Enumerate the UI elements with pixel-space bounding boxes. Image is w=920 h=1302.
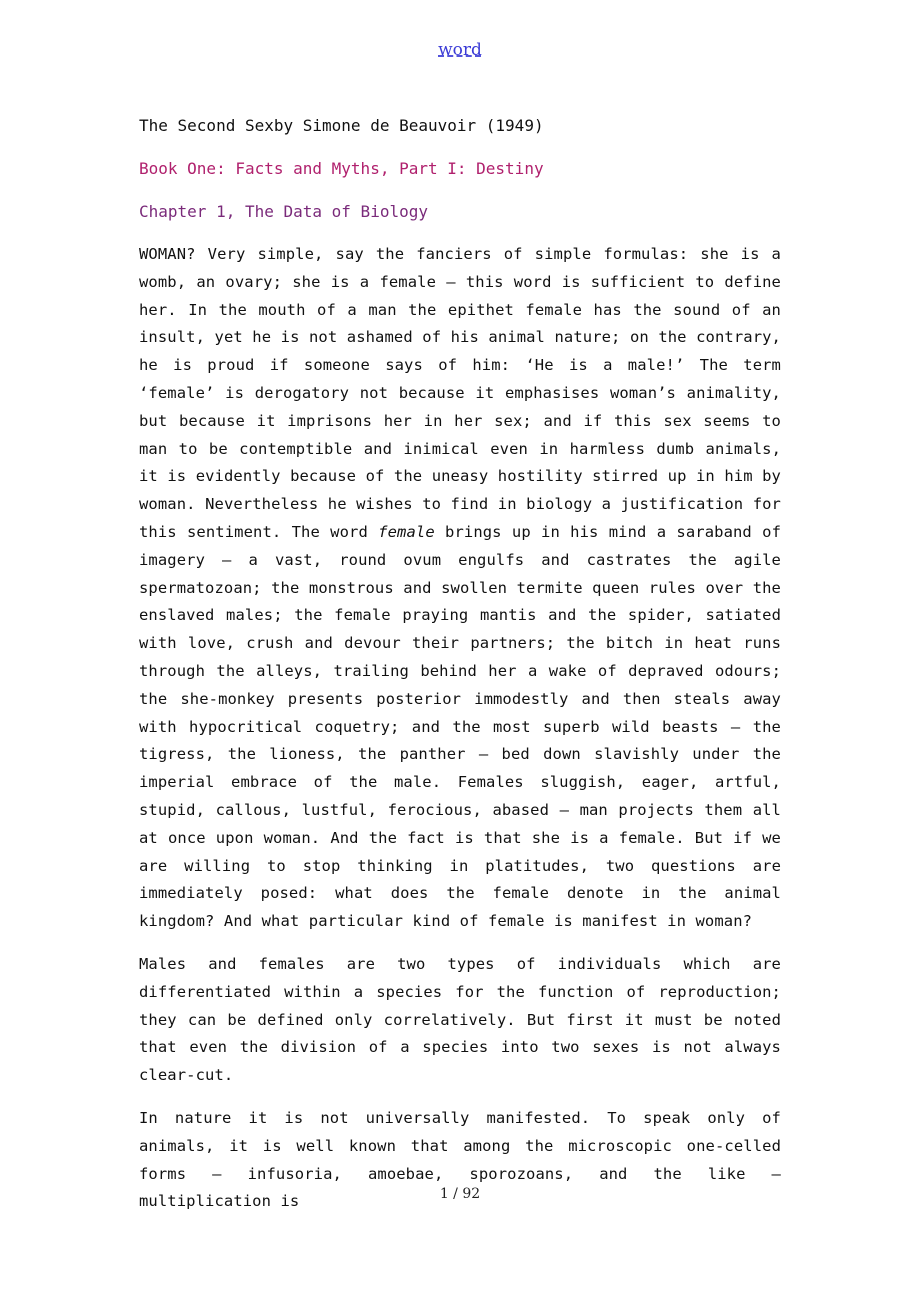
chapter-heading: Chapter 1, The Data of Biology (139, 202, 428, 221)
paragraph-1-text-end: brings up in his mind a saraband of imagery – a vast, round ovum engulfs and castrates the agile spermatozoan; the monstrous and swollen termite queen rules over the enslaved males; the female praying mantis and the spider, satiated with love, crush and devour their partners; the bitch in heat runs through the alleys, trailing behind her a wake of depraved odours; the she-monkey presents posterior immodestly and then steals away with hypocritical coquetry; and the most superb wild beasts – the tigress, the lioness, the panther – bed down slavishly under the imperial embrace of the male. Females sluggish, eager, artful, stupid, callous, lustful, ferocious, abased – man projects them all at once upon woman. And the fact is that she is a female. But if we are willing to stop thinking in platitudes, two questions are immediately posed: what does the female denote in the animal kingdom? And what particular kind of female is manifest in woman? (139, 522, 782, 931)
paragraph-1-italic-word: female (378, 522, 435, 541)
document-title: The Second Sexby Simone de Beauvoir (1949) (139, 116, 544, 135)
page-number: 1 / 92 (439, 1186, 481, 1202)
paragraph-1-text-start: WOMAN? Very simple, say the fanciers of simple formulas: she is a womb, an ovary; she is a female – this word is sufficient to define her. In the mouth of a man the epithet female has the sound of an insult, yet he is not ashamed of his animal nature; on the contrary, he is proud if someone says of him: ‘He is a male!’ The term ‘female’ is derogatory not because it emphasises woman’s animality, but because it imprisons her in her sex; and if this sex seems to man to be contemptible and inimical even in harmless dumb animals, it is evidently because of the uneasy hostility stirred up in him by woman. Nevertheless he wishes to find in biology a justification for this sentiment. The word (139, 245, 781, 541)
paragraph-3: In nature it is not universally manifested. To speak only of animals, it is well known that among the microscopic one-celled forms – infusoria, amoebae, sporozoans, and the like – multiplication is (139, 1108, 781, 1211)
header-word-link[interactable]: word (438, 40, 482, 60)
document-body (139, 112, 781, 1231)
paragraph-1 (139, 241, 781, 936)
paragraph-2: Males and females are two types of individuals which are differentiated within a species for the function of reproduction; they can be defined only correlatively. But first it must be noted that even the division of a species into two sexes is not always clear-cut. (139, 954, 781, 1085)
book-heading: Book One: Facts and Myths, Part I: Destiny (139, 159, 544, 178)
